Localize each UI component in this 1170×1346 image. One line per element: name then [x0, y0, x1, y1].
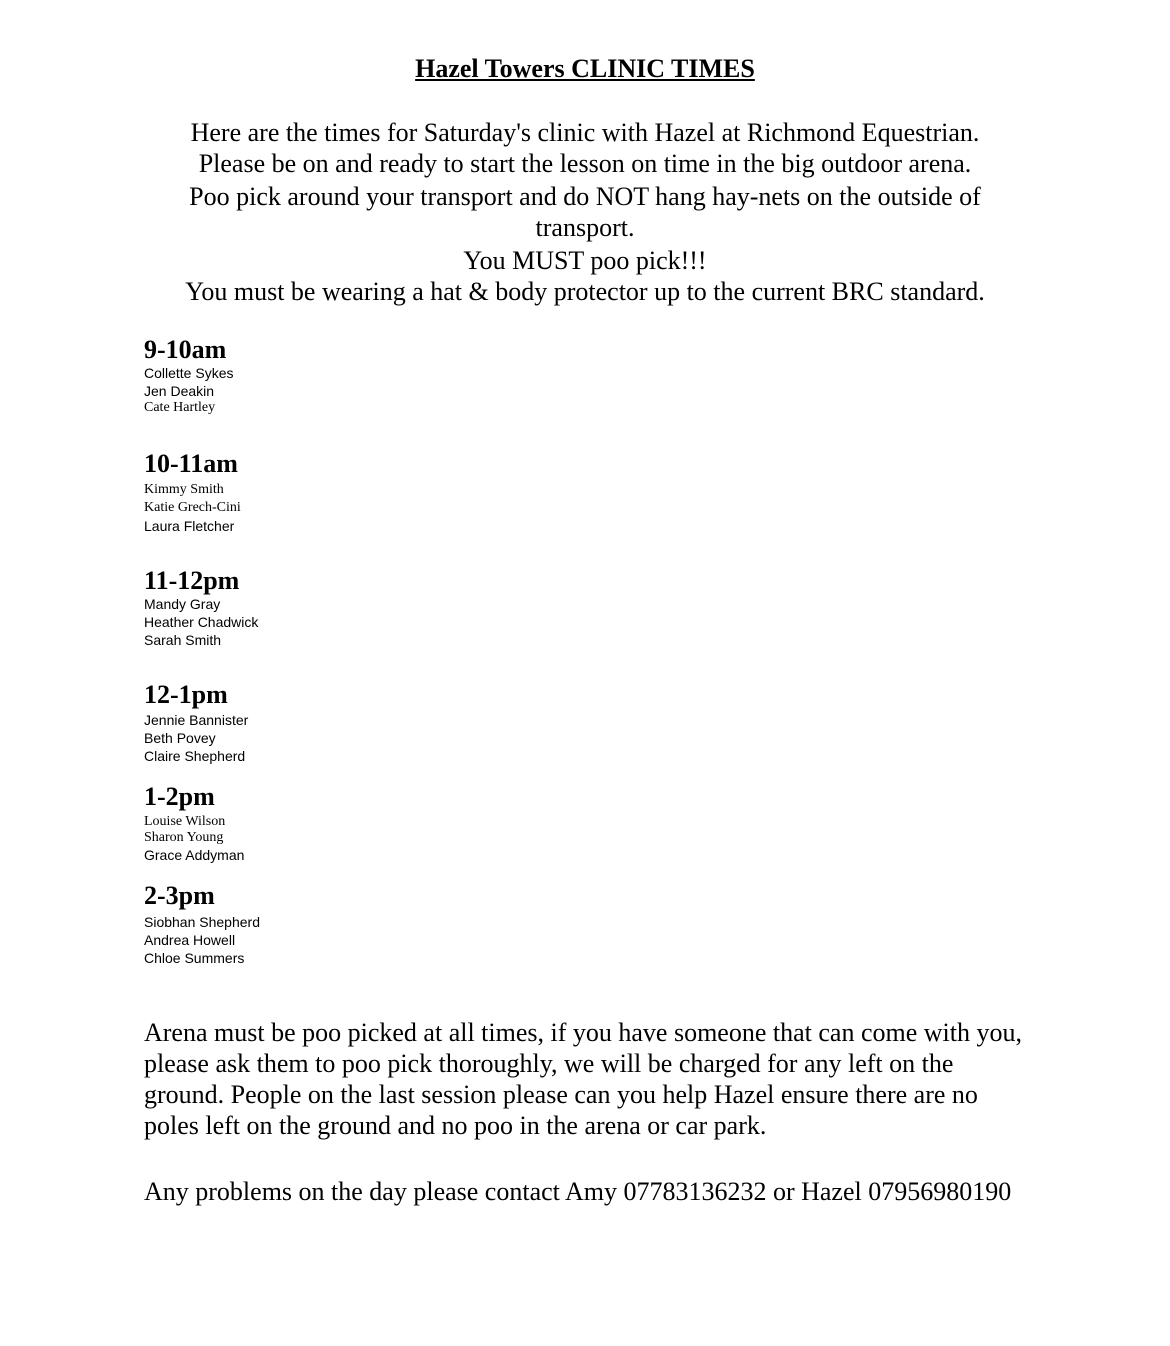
rider-name: Cate Hartley — [144, 400, 216, 415]
rider-name: Katie Grech-Cini — [144, 500, 241, 515]
rider-name: Grace Addyman — [144, 847, 245, 863]
rider-name: Jennie Bannister — [144, 712, 249, 728]
rider-name: Louise Wilson — [144, 814, 226, 829]
rider-name: Beth Povey — [144, 730, 216, 746]
time-slot — [144, 681, 544, 765]
slot-time: 9-10am — [144, 335, 227, 364]
time-slot — [144, 882, 544, 967]
rider-name: Sarah Smith — [144, 632, 222, 648]
rider-name: Collette Sykes — [144, 365, 234, 381]
rider-name: Sharon Young — [144, 830, 224, 845]
rider-name: Heather Chadwick — [144, 614, 259, 630]
intro-line: Please be on and ready to start the lesson on time in the big outdoor arena. — [198, 149, 972, 178]
slot-time: 12-1pm — [144, 680, 228, 709]
rider-name: Chloe Summers — [144, 950, 245, 966]
rider-name: Kimmy Smith — [144, 482, 224, 497]
contact-note: Any problems on the day please contact Amy 07783136232 or Hazel 07956980190 — [144, 1177, 1012, 1206]
arena-note: Arena must be poo picked at all times, if you have someone that can come with you, please ask them to poo pick thoroughly, we will be charged for any left on the ground. People on the last session please can you help Hazel ensure there are no poles left on the ground and no poo in the arena or car park. — [144, 1018, 1022, 1140]
slot-time: 10-11am — [144, 449, 238, 478]
time-slot — [144, 336, 544, 416]
rider-name: Jen Deakin — [144, 383, 215, 399]
rider-name: Claire Shepherd — [144, 748, 246, 764]
rider-name: Andrea Howell — [144, 932, 236, 948]
rider-name: Mandy Gray — [144, 596, 221, 612]
rider-name: Laura Fletcher — [144, 518, 235, 534]
time-slot — [144, 450, 544, 535]
rider-name: Siobhan Shepherd — [144, 914, 260, 930]
time-slot — [144, 567, 544, 649]
slot-time: 2-3pm — [144, 881, 215, 910]
time-slot — [144, 783, 544, 864]
intro-line: Here are the times for Saturday's clinic with Hazel at Richmond Equestrian. — [190, 118, 980, 147]
intro-line: You must be wearing a hat & body protector up to the current BRC standard. — [185, 277, 985, 306]
slot-time: 1-2pm — [144, 782, 215, 811]
intro-line: Poo pick around your transport and do NOT hang hay-nets on the outside of transport. — [189, 182, 981, 242]
intro-text — [160, 117, 1010, 307]
intro-line: You MUST poo pick!!! — [463, 246, 707, 275]
page-title: Hazel Towers CLINIC TIMES — [415, 54, 755, 83]
slot-time: 11-12pm — [144, 566, 240, 595]
